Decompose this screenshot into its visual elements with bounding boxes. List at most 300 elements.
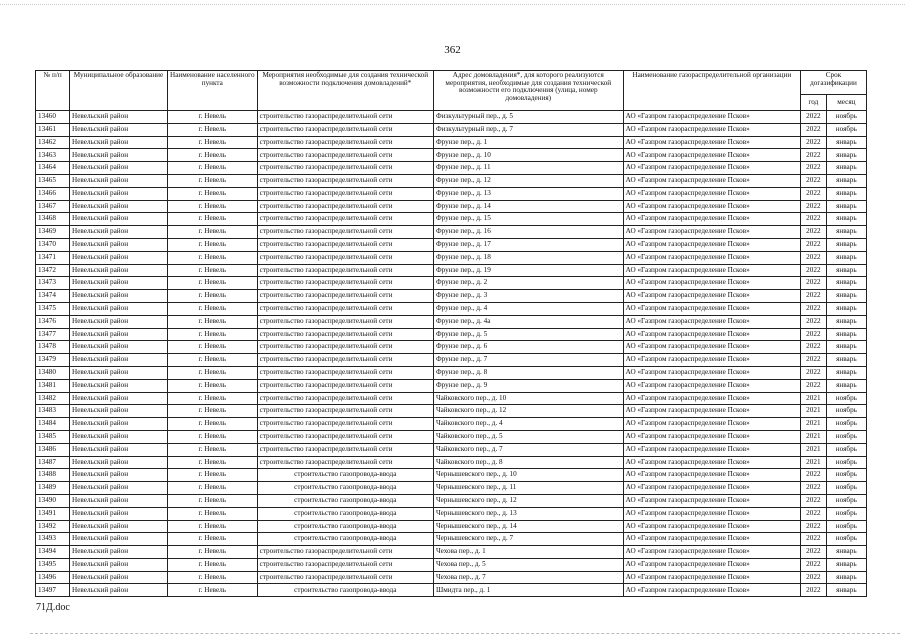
cell-month: январь <box>826 251 866 264</box>
cell-num: 13460 <box>36 111 70 124</box>
cell-address: Чехова пер., д. 5 <box>433 558 623 571</box>
cell-settlement: г. Невель <box>167 546 257 559</box>
cell-activity: строительство газораспределительной сети <box>257 149 433 162</box>
table-row <box>36 174 867 187</box>
cell-month: январь <box>826 354 866 367</box>
cell-num: 13484 <box>36 418 70 431</box>
cell-num: 13466 <box>36 187 70 200</box>
cell-municipality: Невельский район <box>70 149 168 162</box>
cell-org: АО «Газпром газораспределение Псков» <box>623 302 800 315</box>
cell-address: Фрунзе пер., д. 12 <box>433 174 623 187</box>
table-row <box>36 264 867 277</box>
cell-month: январь <box>826 558 866 571</box>
cell-municipality: Невельский район <box>70 546 168 559</box>
cell-num: 13461 <box>36 123 70 136</box>
cell-num: 13469 <box>36 226 70 239</box>
cell-month: январь <box>826 584 866 597</box>
cell-year: 2022 <box>800 494 826 507</box>
cell-activity: строительство газораспределительной сети <box>257 213 433 226</box>
cell-year: 2022 <box>800 328 826 341</box>
table-row <box>36 469 867 482</box>
cell-address: Шмидта пер., д. 1 <box>433 584 623 597</box>
cell-year: 2022 <box>800 584 826 597</box>
cell-address: Физкультурный пер., д. 5 <box>433 111 623 124</box>
table-row <box>36 290 867 303</box>
cell-activity: строительство газораспределительной сети <box>257 277 433 290</box>
cell-num: 13478 <box>36 341 70 354</box>
cell-municipality: Невельский район <box>70 456 168 469</box>
cell-year: 2021 <box>800 392 826 405</box>
scan-edge-bottom <box>30 633 900 634</box>
cell-activity: строительство газораспределительной сети <box>257 264 433 277</box>
cell-month: январь <box>826 546 866 559</box>
cell-address: Чернышевского пер., д. 14 <box>433 520 623 533</box>
cell-month: январь <box>826 341 866 354</box>
cell-month: январь <box>826 238 866 251</box>
cell-year: 2022 <box>800 111 826 124</box>
cell-org: АО «Газпром газораспределение Псков» <box>623 174 800 187</box>
cell-settlement: г. Невель <box>167 149 257 162</box>
cell-activity: строительство газораспределительной сети <box>257 328 433 341</box>
cell-address: Фрунзе пер., д. 1 <box>433 136 623 149</box>
cell-num: 13489 <box>36 482 70 495</box>
cell-settlement: г. Невель <box>167 584 257 597</box>
table-row <box>36 507 867 520</box>
cell-org: АО «Газпром газораспределение Псков» <box>623 213 800 226</box>
table-row <box>36 149 867 162</box>
cell-address: Фрунзе пер., д. 18 <box>433 251 623 264</box>
cell-org: АО «Газпром газораспределение Псков» <box>623 315 800 328</box>
cell-year: 2021 <box>800 456 826 469</box>
scan-edge-top <box>0 4 905 5</box>
cell-month: ноябрь <box>826 111 866 124</box>
header-address: Адрес домовладения*, для которого реализуются мероприятия, необходимые для создания технической возможности его подключения (улица, номер домовладения) <box>433 71 623 111</box>
table-row <box>36 494 867 507</box>
cell-org: АО «Газпром газораспределение Псков» <box>623 507 800 520</box>
cell-address: Чехова пер., д. 7 <box>433 571 623 584</box>
table-row <box>36 418 867 431</box>
cell-year: 2022 <box>800 469 826 482</box>
cell-num: 13496 <box>36 571 70 584</box>
cell-num: 13472 <box>36 264 70 277</box>
cell-settlement: г. Невель <box>167 174 257 187</box>
cell-address: Фрунзе пер., д. 4а <box>433 315 623 328</box>
cell-year: 2021 <box>800 443 826 456</box>
cell-org: АО «Газпром газораспределение Псков» <box>623 571 800 584</box>
cell-settlement: г. Невель <box>167 430 257 443</box>
cell-address: Фрунзе пер., д. 17 <box>433 238 623 251</box>
cell-month: ноябрь <box>826 123 866 136</box>
cell-municipality: Невельский район <box>70 200 168 213</box>
cell-municipality: Невельский район <box>70 251 168 264</box>
cell-num: 13476 <box>36 315 70 328</box>
cell-settlement: г. Невель <box>167 315 257 328</box>
cell-activity: строительство газопровода-ввода <box>257 469 433 482</box>
cell-settlement: г. Невель <box>167 507 257 520</box>
cell-org: АО «Газпром газораспределение Псков» <box>623 111 800 124</box>
cell-org: АО «Газпром газораспределение Псков» <box>623 328 800 341</box>
cell-num: 13479 <box>36 354 70 367</box>
table-row <box>36 443 867 456</box>
cell-settlement: г. Невель <box>167 251 257 264</box>
cell-municipality: Невельский район <box>70 520 168 533</box>
cell-num: 13486 <box>36 443 70 456</box>
cell-month: январь <box>826 136 866 149</box>
cell-municipality: Невельский район <box>70 238 168 251</box>
cell-settlement: г. Невель <box>167 533 257 546</box>
cell-activity: строительство газораспределительной сети <box>257 379 433 392</box>
cell-month: январь <box>826 328 866 341</box>
table-row <box>36 328 867 341</box>
cell-activity: строительство газопровода-ввода <box>257 507 433 520</box>
cell-address: Чехова пер., д. 1 <box>433 546 623 559</box>
cell-num: 13485 <box>36 430 70 443</box>
cell-num: 13470 <box>36 238 70 251</box>
cell-activity: строительство газораспределительной сети <box>257 366 433 379</box>
table-row <box>36 354 867 367</box>
cell-org: АО «Газпром газораспределение Псков» <box>623 366 800 379</box>
cell-address: Фрунзе пер., д. 10 <box>433 149 623 162</box>
cell-municipality: Невельский район <box>70 443 168 456</box>
cell-year: 2022 <box>800 482 826 495</box>
cell-org: АО «Газпром газораспределение Псков» <box>623 469 800 482</box>
cell-settlement: г. Невель <box>167 277 257 290</box>
cell-address: Фрунзе пер., д. 6 <box>433 341 623 354</box>
cell-month: ноябрь <box>826 392 866 405</box>
cell-month: ноябрь <box>826 456 866 469</box>
cell-org: АО «Газпром газораспределение Псков» <box>623 482 800 495</box>
cell-settlement: г. Невель <box>167 379 257 392</box>
cell-year: 2022 <box>800 533 826 546</box>
cell-settlement: г. Невель <box>167 226 257 239</box>
cell-year: 2022 <box>800 226 826 239</box>
cell-settlement: г. Невель <box>167 302 257 315</box>
cell-address: Фрунзе пер., д. 2 <box>433 277 623 290</box>
cell-num: 13468 <box>36 213 70 226</box>
cell-month: январь <box>826 277 866 290</box>
cell-settlement: г. Невель <box>167 123 257 136</box>
cell-month: январь <box>826 187 866 200</box>
cell-num: 13495 <box>36 558 70 571</box>
table-row <box>36 213 867 226</box>
cell-year: 2022 <box>800 379 826 392</box>
cell-municipality: Невельский район <box>70 187 168 200</box>
table-body <box>36 111 867 597</box>
cell-settlement: г. Невель <box>167 238 257 251</box>
cell-year: 2022 <box>800 354 826 367</box>
cell-month: январь <box>826 571 866 584</box>
cell-settlement: г. Невель <box>167 341 257 354</box>
cell-address: Чайковского пер., д. 5 <box>433 430 623 443</box>
cell-address: Чернышевского пер., д. 13 <box>433 507 623 520</box>
cell-address: Фрунзе пер., д. 19 <box>433 264 623 277</box>
cell-year: 2022 <box>800 507 826 520</box>
cell-municipality: Невельский район <box>70 571 168 584</box>
header-num: № п/п <box>36 71 70 111</box>
cell-settlement: г. Невель <box>167 405 257 418</box>
table-row <box>36 584 867 597</box>
cell-address: Физкультурный пер., д. 7 <box>433 123 623 136</box>
cell-municipality: Невельский район <box>70 392 168 405</box>
cell-year: 2022 <box>800 187 826 200</box>
cell-org: АО «Газпром газораспределение Псков» <box>623 277 800 290</box>
cell-num: 13464 <box>36 162 70 175</box>
header-org: Наименование газораспределительной организации <box>623 71 800 111</box>
cell-address: Фрунзе пер., д. 3 <box>433 290 623 303</box>
table-row <box>36 277 867 290</box>
cell-org: АО «Газпром газораспределение Псков» <box>623 136 800 149</box>
cell-municipality: Невельский район <box>70 226 168 239</box>
table-row <box>36 520 867 533</box>
cell-address: Фрунзе пер., д. 14 <box>433 200 623 213</box>
cell-municipality: Невельский район <box>70 533 168 546</box>
cell-activity: строительство газораспределительной сети <box>257 226 433 239</box>
cell-address: Чернышевского пер., д. 10 <box>433 469 623 482</box>
cell-org: АО «Газпром газораспределение Псков» <box>623 226 800 239</box>
cell-municipality: Невельский район <box>70 111 168 124</box>
cell-year: 2022 <box>800 571 826 584</box>
cell-address: Фрунзе пер., д. 8 <box>433 366 623 379</box>
cell-org: АО «Газпром газораспределение Псков» <box>623 520 800 533</box>
cell-activity: строительство газораспределительной сети <box>257 405 433 418</box>
table-row <box>36 533 867 546</box>
cell-municipality: Невельский район <box>70 482 168 495</box>
table-row <box>36 392 867 405</box>
cell-month: ноябрь <box>826 520 866 533</box>
cell-activity: строительство газораспределительной сети <box>257 443 433 456</box>
cell-address: Чайковского пер., д. 7 <box>433 443 623 456</box>
cell-month: ноябрь <box>826 430 866 443</box>
cell-activity: строительство газораспределительной сети <box>257 174 433 187</box>
cell-year: 2022 <box>800 520 826 533</box>
table-row <box>36 251 867 264</box>
cell-activity: строительство газораспределительной сети <box>257 354 433 367</box>
cell-activity: строительство газораспределительной сети <box>257 290 433 303</box>
cell-municipality: Невельский район <box>70 277 168 290</box>
cell-municipality: Невельский район <box>70 366 168 379</box>
cell-settlement: г. Невель <box>167 187 257 200</box>
cell-municipality: Невельский район <box>70 418 168 431</box>
cell-address: Чайковского пер., д. 8 <box>433 456 623 469</box>
cell-year: 2022 <box>800 341 826 354</box>
cell-address: Чайковского пер., д. 10 <box>433 392 623 405</box>
cell-settlement: г. Невель <box>167 456 257 469</box>
table-row <box>36 162 867 175</box>
cell-num: 13494 <box>36 546 70 559</box>
cell-year: 2022 <box>800 302 826 315</box>
cell-municipality: Невельский район <box>70 469 168 482</box>
cell-municipality: Невельский район <box>70 162 168 175</box>
cell-municipality: Невельский район <box>70 405 168 418</box>
cell-month: январь <box>826 302 866 315</box>
cell-settlement: г. Невель <box>167 571 257 584</box>
cell-address: Фрунзе пер., д. 15 <box>433 213 623 226</box>
cell-org: АО «Газпром газораспределение Псков» <box>623 251 800 264</box>
cell-num: 13492 <box>36 520 70 533</box>
cell-activity: строительство газораспределительной сети <box>257 392 433 405</box>
cell-municipality: Невельский район <box>70 174 168 187</box>
cell-activity: строительство газораспределительной сети <box>257 430 433 443</box>
cell-municipality: Невельский район <box>70 213 168 226</box>
cell-activity: строительство газопровода-ввода <box>257 533 433 546</box>
cell-year: 2022 <box>800 123 826 136</box>
cell-month: ноябрь <box>826 418 866 431</box>
cell-month: январь <box>826 200 866 213</box>
cell-year: 2022 <box>800 238 826 251</box>
cell-year: 2022 <box>800 149 826 162</box>
table-row <box>36 123 867 136</box>
table-row <box>36 456 867 469</box>
table-row <box>36 341 867 354</box>
cell-month: январь <box>826 379 866 392</box>
table-row <box>36 405 867 418</box>
table-row <box>36 558 867 571</box>
table-row <box>36 482 867 495</box>
cell-settlement: г. Невель <box>167 482 257 495</box>
cell-org: АО «Газпром газораспределение Псков» <box>623 443 800 456</box>
cell-num: 13463 <box>36 149 70 162</box>
cell-org: АО «Газпром газораспределение Псков» <box>623 584 800 597</box>
header-municipality: Муниципальное образование <box>70 71 168 111</box>
cell-activity: строительство газораспределительной сети <box>257 162 433 175</box>
header-month: месяц <box>826 95 866 111</box>
cell-year: 2022 <box>800 315 826 328</box>
cell-municipality: Невельский район <box>70 584 168 597</box>
cell-activity: строительство газораспределительной сети <box>257 418 433 431</box>
cell-settlement: г. Невель <box>167 162 257 175</box>
cell-municipality: Невельский район <box>70 136 168 149</box>
table-row <box>36 111 867 124</box>
cell-org: АО «Газпром газораспределение Псков» <box>623 392 800 405</box>
cell-address: Фрунзе пер., д. 4 <box>433 302 623 315</box>
cell-settlement: г. Невель <box>167 520 257 533</box>
cell-num: 13467 <box>36 200 70 213</box>
cell-year: 2021 <box>800 430 826 443</box>
cell-month: ноябрь <box>826 482 866 495</box>
cell-month: январь <box>826 366 866 379</box>
cell-municipality: Невельский район <box>70 430 168 443</box>
cell-address: Фрунзе пер., д. 7 <box>433 354 623 367</box>
cell-settlement: г. Невель <box>167 469 257 482</box>
cell-settlement: г. Невель <box>167 366 257 379</box>
cell-settlement: г. Невель <box>167 213 257 226</box>
cell-num: 13487 <box>36 456 70 469</box>
gasification-table <box>35 70 867 597</box>
table-row <box>36 379 867 392</box>
cell-num: 13481 <box>36 379 70 392</box>
cell-activity: строительство газораспределительной сети <box>257 136 433 149</box>
cell-org: АО «Газпром газораспределение Псков» <box>623 238 800 251</box>
cell-year: 2022 <box>800 264 826 277</box>
cell-activity: строительство газораспределительной сети <box>257 111 433 124</box>
cell-settlement: г. Невель <box>167 558 257 571</box>
cell-municipality: Невельский район <box>70 315 168 328</box>
footer-filename: 71Д.doc <box>36 602 70 613</box>
cell-org: АО «Газпром газораспределение Псков» <box>623 546 800 559</box>
table-row <box>36 302 867 315</box>
cell-year: 2022 <box>800 136 826 149</box>
cell-org: АО «Газпром газораспределение Псков» <box>623 123 800 136</box>
cell-month: ноябрь <box>826 533 866 546</box>
cell-settlement: г. Невель <box>167 136 257 149</box>
cell-org: АО «Газпром газораспределение Псков» <box>623 379 800 392</box>
cell-activity: строительство газораспределительной сети <box>257 341 433 354</box>
cell-month: январь <box>826 290 866 303</box>
cell-municipality: Невельский район <box>70 341 168 354</box>
cell-num: 13493 <box>36 533 70 546</box>
table-row <box>36 430 867 443</box>
cell-settlement: г. Невель <box>167 354 257 367</box>
cell-num: 13475 <box>36 302 70 315</box>
cell-month: ноябрь <box>826 507 866 520</box>
table-row <box>36 226 867 239</box>
cell-settlement: г. Невель <box>167 443 257 456</box>
cell-address: Чернышевского пер., д. 12 <box>433 494 623 507</box>
cell-municipality: Невельский район <box>70 507 168 520</box>
cell-month: январь <box>826 226 866 239</box>
cell-year: 2022 <box>800 290 826 303</box>
header-activity: Мероприятия необходимые для создания технической возможности подключения домовладений* <box>257 71 433 111</box>
cell-settlement: г. Невель <box>167 111 257 124</box>
cell-year: 2022 <box>800 200 826 213</box>
cell-month: январь <box>826 264 866 277</box>
cell-municipality: Невельский район <box>70 494 168 507</box>
cell-activity: строительство газораспределительной сети <box>257 456 433 469</box>
cell-activity: строительство газопровода-ввода <box>257 482 433 495</box>
cell-municipality: Невельский район <box>70 302 168 315</box>
cell-activity: строительство газораспределительной сети <box>257 123 433 136</box>
header-settlement: Наименование населенного пункта <box>167 71 257 111</box>
cell-year: 2021 <box>800 405 826 418</box>
cell-org: АО «Газпром газораспределение Псков» <box>623 418 800 431</box>
table-row <box>36 315 867 328</box>
cell-settlement: г. Невель <box>167 328 257 341</box>
cell-num: 13480 <box>36 366 70 379</box>
cell-num: 13491 <box>36 507 70 520</box>
cell-month: ноябрь <box>826 469 866 482</box>
cell-activity: строительство газораспределительной сети <box>257 571 433 584</box>
cell-activity: строительство газопровода-ввода <box>257 520 433 533</box>
cell-org: АО «Газпром газораспределение Псков» <box>623 264 800 277</box>
cell-address: Чайковского пер., д. 12 <box>433 405 623 418</box>
cell-month: январь <box>826 315 866 328</box>
cell-address: Фрунзе пер., д. 16 <box>433 226 623 239</box>
cell-org: АО «Газпром газораспределение Псков» <box>623 149 800 162</box>
cell-org: АО «Газпром газораспределение Псков» <box>623 341 800 354</box>
cell-org: АО «Газпром газораспределение Псков» <box>623 187 800 200</box>
cell-month: ноябрь <box>826 405 866 418</box>
cell-num: 13462 <box>36 136 70 149</box>
cell-org: АО «Газпром газораспределение Псков» <box>623 405 800 418</box>
table-row <box>36 546 867 559</box>
cell-settlement: г. Невель <box>167 418 257 431</box>
cell-activity: строительство газопровода-ввода <box>257 494 433 507</box>
cell-num: 13490 <box>36 494 70 507</box>
table-row <box>36 571 867 584</box>
cell-num: 13477 <box>36 328 70 341</box>
cell-num: 13471 <box>36 251 70 264</box>
cell-municipality: Невельский район <box>70 123 168 136</box>
cell-year: 2022 <box>800 277 826 290</box>
table-row <box>36 366 867 379</box>
cell-address: Фрунзе пер., д. 5 <box>433 328 623 341</box>
cell-org: АО «Газпром газораспределение Псков» <box>623 494 800 507</box>
cell-num: 13482 <box>36 392 70 405</box>
cell-activity: строительство газораспределительной сети <box>257 558 433 571</box>
cell-municipality: Невельский район <box>70 290 168 303</box>
cell-org: АО «Газпром газораспределение Псков» <box>623 162 800 175</box>
cell-month: январь <box>826 149 866 162</box>
